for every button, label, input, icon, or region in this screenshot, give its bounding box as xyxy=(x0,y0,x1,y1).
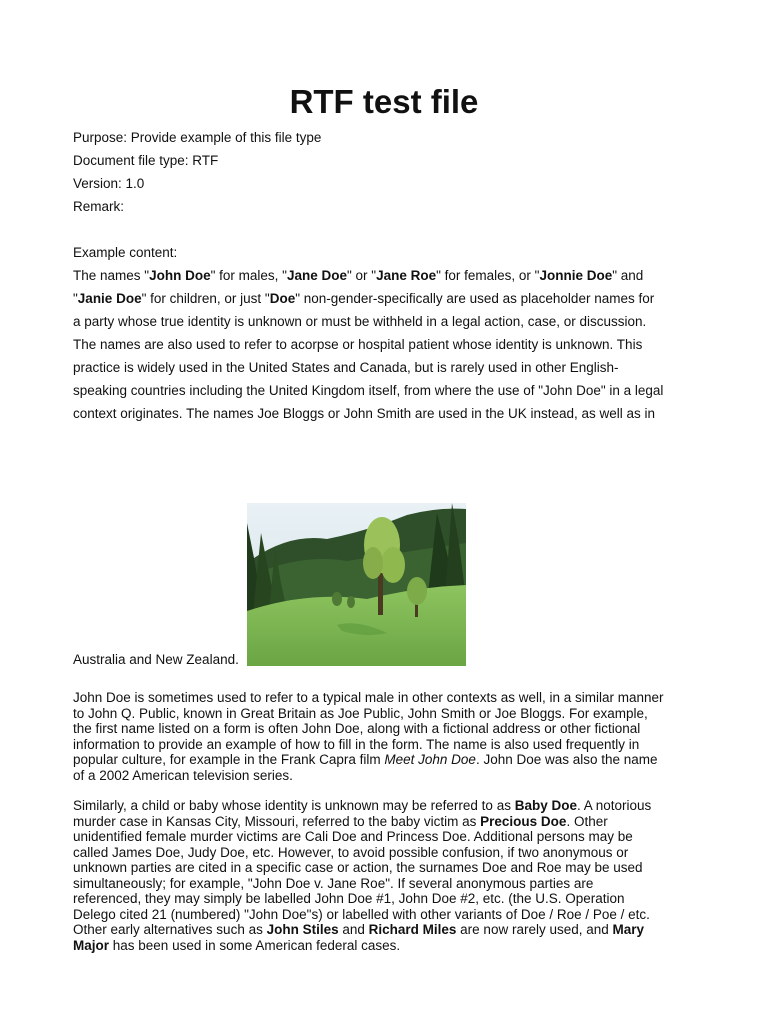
meta-purpose: Purpose: Provide example of this file type xyxy=(73,130,322,145)
meta-filetype: Document file type: RTF xyxy=(73,153,219,168)
paragraph-line: speaking countries including the United Kingdom itself, from where the use of "John Doe" in a legal xyxy=(73,383,664,398)
text-run: . Other xyxy=(566,813,608,829)
text-run: has been used in some American federal cases. xyxy=(109,937,401,953)
paragraph-line: a party whose true identity is unknown or must be withheld in a legal action, case, or discussion. xyxy=(73,314,647,329)
document-meta xyxy=(73,126,713,264)
paragraph-line: unknown parties are cited in a specific case or action, the surnames Doe and Roe may be used xyxy=(73,860,643,875)
paragraph-line: context originates. The names Joe Bloggs or John Smith are used in the UK instead, as well as in xyxy=(73,406,656,421)
paragraph-line: Delego cited 21 (numbered) "John Doe"s) or labelled with other variants of Doe / Roe / Poe / etc. xyxy=(73,906,650,922)
text-run: " for females, or " xyxy=(436,268,540,283)
paragraph-names xyxy=(73,264,703,425)
meta-remark: Remark: xyxy=(73,199,125,214)
bold-name: John Stiles xyxy=(266,922,339,937)
text-run: murder case in Kansas City, Missouri, referred to the baby victim as xyxy=(73,813,481,829)
text-run: " non-gender-specifically are used as placeholder names for xyxy=(295,291,655,306)
bold-name: Precious Doe xyxy=(480,813,567,829)
bold-name: Jane Roe xyxy=(376,268,437,283)
bold-name: Major xyxy=(73,937,110,953)
text-run: Similarly, a child or baby whose identity is unknown may be referred to as xyxy=(73,798,515,813)
paragraph-line xyxy=(73,798,713,814)
bold-name: Jonnie Doe xyxy=(539,268,613,283)
paragraph-line: The names are also used to refer to acorpse or hospital patient whose identity is unknown. This xyxy=(73,337,643,352)
paragraph-line: simultaneously; for example, "John Doe v. Jane Roe". If several anonymous parties are xyxy=(73,875,594,891)
text-run: " xyxy=(73,291,78,306)
paragraph-line xyxy=(73,922,713,938)
paragraph-line xyxy=(73,287,703,310)
paragraph-line: of a 2002 American television series. xyxy=(73,767,293,783)
text-run: are now rarely used, and xyxy=(456,922,613,937)
bold-name: Doe xyxy=(269,291,296,306)
text-run: The names " xyxy=(73,268,150,283)
text-run: " or " xyxy=(346,268,377,283)
blank-line xyxy=(73,218,713,241)
bold-name: Baby Doe xyxy=(514,798,577,813)
paragraph-line xyxy=(73,264,703,287)
landscape-image xyxy=(247,503,466,666)
paragraph-baby-doe xyxy=(73,798,713,953)
example-label: Example content: xyxy=(73,245,178,260)
image-caption: Australia and New Zealand. xyxy=(73,652,239,667)
meta-version: Version: 1.0 xyxy=(73,176,145,191)
text-run: Other early alternatives such as xyxy=(73,922,267,937)
bold-name: Jane Doe xyxy=(286,268,347,283)
paragraph-line: referenced, they may simply be labelled John Doe #1, John Doe #2, etc. (the U.S. Operation xyxy=(73,891,625,906)
text-run: . A notorious xyxy=(576,798,652,813)
bold-name: Janie Doe xyxy=(77,291,142,306)
text-run: and xyxy=(338,922,369,937)
text-run: . John Doe was also the name xyxy=(475,752,658,767)
bold-name: John Doe xyxy=(149,268,211,283)
bold-name: Richard Miles xyxy=(368,922,457,937)
paragraph-line xyxy=(73,752,713,768)
paragraph-line: called James Doe, Judy Doe, etc. However, to avoid possible confusion, if two anonymous or xyxy=(73,844,629,860)
text-run: " for children, or just " xyxy=(141,291,270,306)
text-run: popular culture, for example in the Frank Capra film xyxy=(73,752,385,767)
paragraph-line: the first name listed on a form is often John Doe, along with a fictional address or other fictional xyxy=(73,721,641,736)
paragraph-line: John Doe is sometimes used to refer to a typical male in other contexts as well, in a similar manner xyxy=(73,690,664,705)
bold-name: Mary xyxy=(612,922,645,937)
paragraph-line xyxy=(73,814,713,830)
paragraph-john-doe xyxy=(73,690,713,783)
paragraph-line: practice is widely used in the United States and Canada, but is rarely used in other English- xyxy=(73,360,619,375)
italic-film-title: Meet John Doe xyxy=(384,752,476,767)
paragraph-line: to John Q. Public, known in Great Britain as Joe Public, John Smith or Joe Bloggs. For example, xyxy=(73,705,648,721)
paragraph-line: information to provide an example of how to fill in the form. The name is also used frequently in xyxy=(73,736,640,752)
document-title: RTF test file xyxy=(289,83,479,120)
paragraph-line: unidentified female murder victims are Cali Doe and Princess Doe. Additional persons may be xyxy=(73,829,633,844)
text-run: " and xyxy=(612,268,644,283)
paragraph-line xyxy=(73,938,713,954)
text-run: " for males, " xyxy=(210,268,287,283)
